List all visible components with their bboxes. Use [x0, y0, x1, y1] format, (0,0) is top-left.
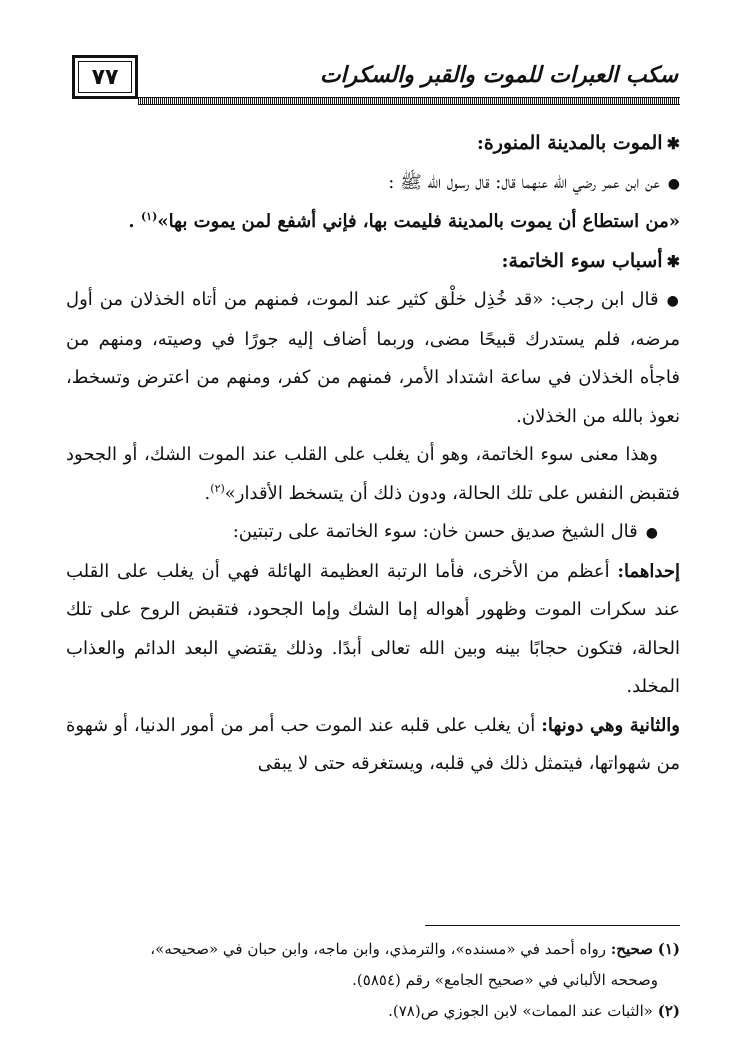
footnote-2: (٢) «الثبات عند الممات» لابن الجوزي ص(٧٨). [388, 1002, 680, 1020]
paragraph-first-rank: إحداهما: أعظم من الأخرى، فأما الرتبة العظيمة الهائلة فهي أن يغلب على القلب عند سكرات الموت وظهور أهواله إما الشك وإما الجحود، فتقبض الروح على تلك الحالة، فتكون حجابًا بينه وبين الله تعالى أبدًا. وذلك يقتضي البعد الدائم والعذاب المخلد. [66, 560, 680, 697]
footnote-1-continued: وصححه الألباني في «صحيح الجامع» رقم (٥٨٥٤). [352, 971, 658, 989]
footnotes [66, 934, 680, 1027]
paragraph-hadith-text: «من استطاع أن يموت بالمدينة فليمت بها، فإني أشفع لمن يموت بها»$^{(١)}$ . [128, 210, 680, 232]
paragraph-hadith-intro: ●عن ابن عمر رضي الله عنهما قال: قال رسول الله ﷺ : [388, 171, 680, 193]
asterisk-icon: ✱ [666, 134, 680, 153]
page-number [72, 55, 138, 99]
running-header-title: سكب العبرات للموت والقبر والسكرات [319, 62, 678, 88]
bullet-icon: ● [667, 175, 680, 192]
bullet-icon: ● [666, 293, 681, 309]
footnote-divider [425, 925, 680, 926]
asterisk-icon: ✱ [666, 251, 680, 271]
paragraph-ibn-rajab: ●قال ابن رجب: «قد خُذِل خلْق كثير عند الموت، فمنهم من أتاه الخذلان من أول مرضه، فلم يستدرك قبيحًا مضى، وربما أضاف إليه جورًا في وصيته، ومنهم من فاجأه الخذلان في ساعة اشتداد الأمر، فمنهم من كفر، ومنهم من اعترض وتسخط، نعوذ بالله من الخذلان. [66, 289, 681, 427]
header-divider [138, 97, 680, 105]
paragraph-siddiq-hasan: ●قال الشيخ صديق حسن خان: سوء الخاتمة على رتبتين: [232, 521, 658, 542]
bullet-icon: ● [645, 525, 658, 541]
footnote-ref-1: (١) [140, 210, 158, 223]
footnote-ref-2: (٢) [210, 481, 225, 495]
paragraph-second-rank: والثانية وهي دونها: أن يغلب على قلبه عند الموت حب أمر من أمور الدنيا، أو شهوة من شهواتها، فيتمثل ذلك في قلبه، ويستغرقه حتى لا يبقى [66, 714, 680, 774]
footnote-1: (١) صحيح: رواه أحمد في «مسنده»، والترمذي، وابن ماجه، وابن حبان في «صحيحه»، [150, 940, 680, 958]
section-heading-bad-ending: ✱أسباب سوء الخاتمة: [501, 249, 680, 272]
page-body [66, 124, 680, 784]
page-number-text: ٧٧ [91, 64, 119, 90]
section-heading-medina: ✱الموت بالمدينة المنورة: [476, 132, 680, 154]
paragraph-meaning: وهذا معنى سوء الخاتمة، وهو أن يغلب على القلب عند الموت الشك، أو الجحود فتقبض النفس على تلك الحالة، ودون ذلك أن يتسخط الأقدار»$^{(٢)}$. [66, 444, 680, 504]
